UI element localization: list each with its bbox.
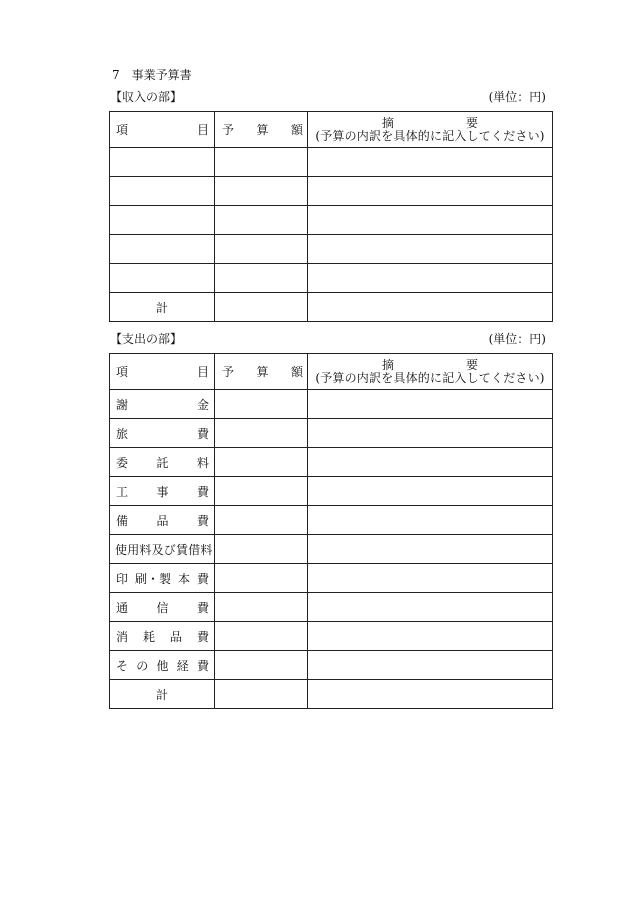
expense-item-text: 備 [116, 513, 129, 528]
expense-item-label [110, 657, 214, 674]
expense-item-cell [110, 419, 215, 448]
amount-header-char: 額 [290, 123, 303, 137]
income-amount-cell[interactable] [215, 177, 308, 206]
expense-item-label [110, 628, 214, 645]
income-table [109, 111, 553, 322]
income-description-cell[interactable] [308, 264, 553, 293]
expense-row [110, 564, 553, 593]
income-total-amount-cell[interactable] [215, 293, 308, 322]
income-row [110, 264, 553, 293]
expense-row [110, 506, 553, 535]
income-total-row [110, 293, 553, 322]
expense-item-label [110, 541, 214, 558]
item-header-char: 項 [116, 365, 129, 379]
expense-item-cell [110, 651, 215, 680]
expense-table-body [110, 390, 553, 709]
expense-item-text: 工 [116, 484, 129, 499]
expense-item-cell [110, 506, 215, 535]
expense-item-label [110, 454, 214, 471]
expense-row [110, 535, 553, 564]
expense-description-cell[interactable] [308, 564, 553, 593]
expense-item-label [110, 396, 214, 413]
desc-header-char: 摘 [382, 115, 395, 130]
income-header-row [110, 112, 553, 148]
income-amount-cell[interactable] [215, 206, 308, 235]
income-item-cell[interactable] [110, 235, 215, 264]
amount-header-char: 予 [222, 123, 235, 137]
amount-header-char: 算 [256, 123, 269, 137]
expense-item-text: 信 [156, 600, 169, 615]
expense-row [110, 390, 553, 419]
expense-description-cell[interactable] [308, 651, 553, 680]
expense-row [110, 651, 553, 680]
item-header [110, 354, 215, 390]
amount-header-char: 予 [222, 365, 235, 379]
expense-item-text: 費 [196, 571, 209, 586]
page-heading [112, 66, 192, 83]
expense-description-cell[interactable] [308, 506, 553, 535]
description-header [308, 354, 553, 390]
expense-table [109, 353, 553, 709]
description-header [308, 112, 553, 148]
expense-item-cell [110, 477, 215, 506]
expense-item-text: 消 [116, 629, 129, 644]
expense-item-text: 費 [196, 426, 209, 441]
expense-unit-label: (単位：円) [488, 332, 546, 346]
expense-description-cell[interactable] [308, 419, 553, 448]
expense-item-cell [110, 535, 215, 564]
income-item-cell[interactable] [110, 206, 215, 235]
expense-amount-cell[interactable] [215, 448, 308, 477]
expense-item-text: 費 [196, 658, 209, 673]
income-total-label: 計 [155, 300, 168, 315]
income-row [110, 148, 553, 177]
expense-item-text: 事 [156, 484, 169, 499]
income-total-label-cell [110, 293, 215, 322]
expense-item-text: 託 [156, 455, 169, 470]
income-row [110, 206, 553, 235]
expense-item-text: 耗 [142, 629, 155, 644]
income-item-cell[interactable] [110, 148, 215, 177]
expense-description-cell[interactable] [308, 448, 553, 477]
amount-header [215, 354, 308, 390]
expense-item-label [110, 425, 214, 442]
desc-header-char: 要 [465, 357, 478, 372]
expense-item-text: 料 [196, 455, 209, 470]
expense-item-text: 本 [177, 571, 190, 586]
expense-item-text: 旅 [116, 426, 129, 441]
expense-item-cell [110, 390, 215, 419]
expense-amount-cell[interactable] [215, 593, 308, 622]
expense-row [110, 593, 553, 622]
item-header-char: 目 [196, 123, 209, 137]
expense-row [110, 448, 553, 477]
expense-item-text: 費 [196, 484, 209, 499]
expense-item-cell [110, 564, 215, 593]
section-number: 7 [112, 68, 120, 82]
income-table-body [110, 148, 553, 322]
expense-description-cell[interactable] [308, 535, 553, 564]
expense-item-text: 品 [169, 629, 182, 644]
item-header-char: 目 [196, 365, 209, 379]
expense-item-text: 費 [196, 629, 209, 644]
income-amount-cell[interactable] [215, 235, 308, 264]
income-row [110, 235, 553, 264]
amount-header [215, 112, 308, 148]
income-description-cell[interactable] [308, 235, 553, 264]
expense-header-row [110, 354, 553, 390]
income-description-cell[interactable] [308, 177, 553, 206]
expense-item-text: の [136, 658, 149, 673]
expense-amount-cell[interactable] [215, 535, 308, 564]
expense-total-label: 計 [155, 687, 168, 702]
income-description-cell[interactable] [308, 206, 553, 235]
description-header-note: (予算の内訳を具体的に記入してください) [315, 128, 545, 143]
page-title: 事業予算書 [131, 68, 192, 82]
expense-item-label [110, 599, 214, 616]
desc-header-char: 要 [465, 115, 478, 130]
item-header [110, 112, 215, 148]
expense-item-text: 品 [156, 513, 169, 528]
expense-item-text: 通 [116, 600, 129, 615]
income-unit-label: (単位：円) [488, 90, 546, 104]
expense-amount-cell[interactable] [215, 419, 308, 448]
expense-item-label [110, 570, 214, 587]
amount-header-char: 額 [290, 365, 303, 379]
expense-item-cell [110, 622, 215, 651]
income-description-cell[interactable] [308, 148, 553, 177]
expense-row [110, 477, 553, 506]
expense-description-cell[interactable] [308, 622, 553, 651]
amount-header-char: 算 [256, 365, 269, 379]
expense-item-text: 費 [196, 513, 209, 528]
expense-item-text: 他 [156, 658, 169, 673]
expense-description-cell[interactable] [308, 477, 553, 506]
expense-item-cell [110, 593, 215, 622]
expense-amount-cell[interactable] [215, 506, 308, 535]
expense-item-text: 謝 [116, 397, 129, 412]
income-row [110, 177, 553, 206]
income-total-description-cell[interactable] [308, 293, 553, 322]
expense-amount-cell[interactable] [215, 477, 308, 506]
expense-item-text: 刷・製 [134, 571, 171, 586]
income-section-label: 【収入の部】 [110, 90, 183, 104]
expense-amount-cell[interactable] [215, 390, 308, 419]
expense-item-text: そ [116, 658, 129, 673]
expense-description-cell[interactable] [308, 593, 553, 622]
income-amount-cell[interactable] [215, 264, 308, 293]
desc-header-char: 摘 [382, 357, 395, 372]
income-item-cell[interactable] [110, 177, 215, 206]
description-header-note: (予算の内訳を具体的に記入してください) [315, 370, 545, 385]
expense-item-text: 経 [176, 658, 189, 673]
expense-amount-cell[interactable] [215, 651, 308, 680]
expense-description-cell[interactable] [308, 390, 553, 419]
expense-total-description-cell[interactable] [308, 680, 553, 709]
expense-item-label [110, 512, 214, 529]
expense-item-text: 金 [196, 397, 209, 412]
expense-amount-cell[interactable] [215, 622, 308, 651]
income-item-cell[interactable] [110, 264, 215, 293]
expense-item-text: 費 [196, 600, 209, 615]
expense-section-label: 【支出の部】 [110, 332, 183, 346]
expense-item-text: 印 [116, 571, 129, 586]
expense-total-label-cell [110, 680, 215, 709]
item-header-char: 項 [116, 123, 129, 137]
expense-row [110, 419, 553, 448]
expense-total-amount-cell[interactable] [215, 680, 308, 709]
expense-item-text: 委 [116, 455, 129, 470]
income-amount-cell[interactable] [215, 148, 308, 177]
expense-item-text: 使用料及び賃借料 [115, 542, 213, 557]
expense-item-label [110, 483, 214, 500]
expense-total-row [110, 680, 553, 709]
expense-row [110, 622, 553, 651]
expense-item-cell [110, 448, 215, 477]
expense-amount-cell[interactable] [215, 564, 308, 593]
